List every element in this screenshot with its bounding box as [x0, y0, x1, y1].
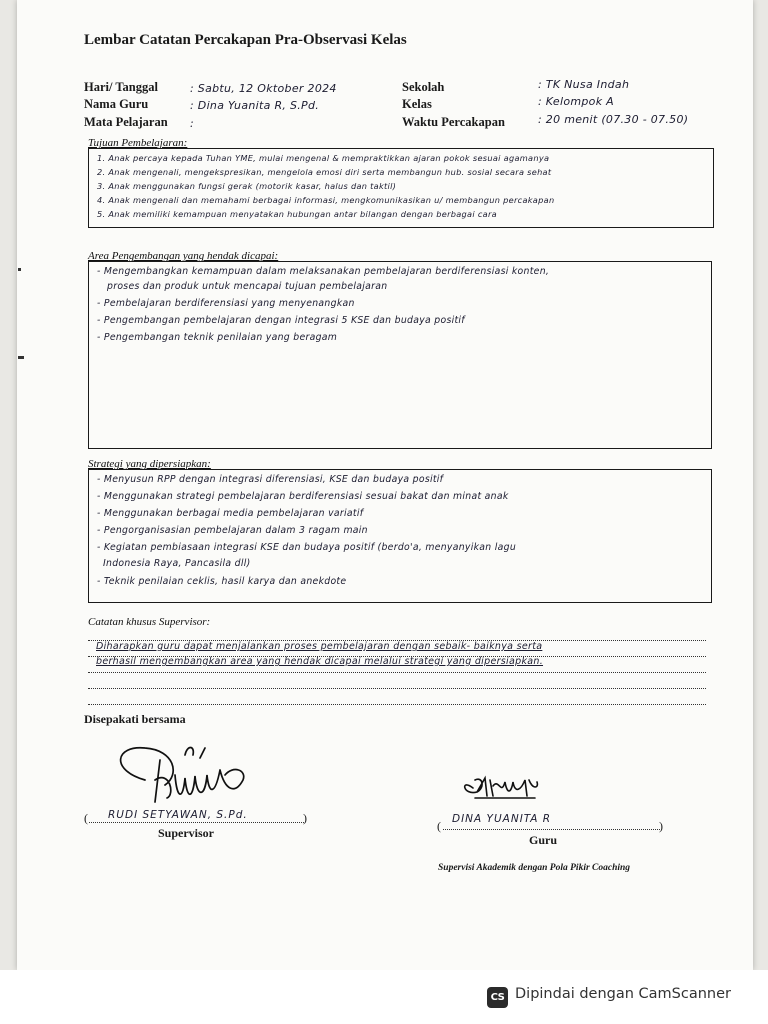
guru-name: DINA YUANITA R	[452, 813, 552, 825]
strategi-item: - Teknik penilaian ceklis, hasil karya dan anekdote	[97, 576, 347, 587]
tujuan-box	[88, 148, 714, 228]
binder-mark	[18, 268, 21, 271]
waktu-label: Waktu Percakapan	[402, 115, 505, 129]
catatan-line: berhasil mengembangkan area yang hendak dicapai melalui strategi yang dipersiapkan.	[96, 656, 544, 667]
camscanner-label: Dipindai dengan CamScanner	[515, 986, 732, 1002]
strategi-item: - Menggunakan berbagai media pembelajaran variatif	[97, 508, 364, 519]
supervisor-signature	[105, 740, 250, 815]
supervisor-role: Supervisor	[158, 826, 215, 840]
guru-line	[443, 829, 660, 830]
strategi-item: Indonesia Raya, Pancasila dll)	[103, 558, 251, 569]
waktu-value: : 20 menit (07.30 - 07.50)	[538, 113, 689, 126]
guru-paren-close: )	[659, 819, 663, 833]
camscanner-icon: CS	[487, 987, 508, 1008]
strategi-item: - Kegiatan pembiasaan integrasi KSE dan budaya positif (berdo'a, menyanyikan lagu	[97, 542, 517, 553]
area-item: - Mengembangkan kemampuan dalam melaksanakan pembelajaran berdiferensiasi konten,	[97, 266, 550, 277]
mapel-value: :	[190, 117, 195, 130]
dotted-line	[88, 672, 706, 673]
area-item: - Pembelajaran berdiferensiasi yang menyenangkan	[97, 298, 355, 309]
strategi-box	[88, 469, 712, 603]
tujuan-item: 1. Anak percaya kepada Tuhan YME, mulai mengenal & mempraktikkan ajaran pokok sesuai agamanya	[97, 153, 550, 163]
catatan-line: Diharapkan guru dapat menjalankan proses pembelajaran dengan sebaik- baiknya serta	[96, 641, 543, 652]
supervisor-paren-open: (	[84, 811, 88, 825]
mapel-label: Mata Pelajaran	[84, 115, 168, 129]
guru-signature	[455, 768, 545, 806]
supervisor-line	[89, 822, 304, 823]
dotted-line	[88, 704, 706, 705]
supervisor-name: RUDI SETYAWAN, S.Pd.	[108, 809, 248, 821]
strategi-item: - Menggunakan strategi pembelajaran berdiferensiasi sesuai bakat dan minat anak	[97, 491, 509, 502]
guru-paren-open: (	[437, 819, 441, 833]
area-item: - Pengembangan teknik penilaian yang beragam	[97, 332, 338, 343]
strategi-item: - Pengorganisasian pembelajaran dalam 3 ragam main	[97, 525, 368, 536]
disepakati-label: Disepakati bersama	[84, 712, 186, 726]
area-item: proses dan produk untuk mencapai tujuan pembelajaran	[107, 281, 388, 292]
guru-value: : Dina Yuanita R, S.Pd.	[190, 99, 320, 112]
catatan-title: Catatan khusus Supervisor:	[88, 616, 211, 628]
strategi-title: Strategi yang dipersiapkan:	[88, 458, 211, 470]
footer-note: Supervisi Akademik dengan Pola Pikir Coaching	[438, 863, 631, 873]
hari-value: : Sabtu, 12 Oktober 2024	[190, 82, 337, 95]
dotted-line	[88, 688, 706, 689]
guru-label: Nama Guru	[84, 97, 149, 111]
tujuan-item: 4. Anak mengenali dan memahami berbagai informasi, mengkomunikasikan u/ membangun percakapan	[97, 195, 555, 205]
tujuan-item: 3. Anak menggunakan fungsi gerak (motorik kasar, halus dan taktil)	[97, 181, 397, 191]
tujuan-item: 5. Anak memiliki kemampuan menyatakan hubungan antar bilangan dengan berbagai cara	[97, 209, 497, 219]
hari-label: Hari/ Tanggal	[84, 80, 158, 94]
area-item: - Pengembangan pembelajaran dengan integrasi 5 KSE dan budaya positif	[97, 315, 465, 326]
supervisor-paren-close: )	[303, 811, 307, 825]
document-title: Lembar Catatan Percakapan Pra-Observasi Kelas	[84, 32, 407, 48]
sekolah-value: : TK Nusa Indah	[538, 78, 630, 91]
binder-mark	[18, 356, 24, 359]
kelas-label: Kelas	[402, 97, 432, 111]
area-title: Area Pengembangan yang hendak dicapai:	[88, 250, 279, 262]
guru-role: Guru	[529, 833, 558, 847]
sekolah-label: Sekolah	[402, 80, 445, 94]
kelas-value: : Kelompok A	[538, 95, 614, 108]
strategi-item: - Menyusun RPP dengan integrasi diferensiasi, KSE dan budaya positif	[97, 474, 444, 485]
area-box	[88, 261, 712, 449]
tujuan-item: 2. Anak mengenali, mengekspresikan, mengelola emosi diri serta membangun hub. sosial secara sehat	[97, 167, 552, 177]
tujuan-title: Tujuan Pembelajaran:	[88, 137, 188, 149]
